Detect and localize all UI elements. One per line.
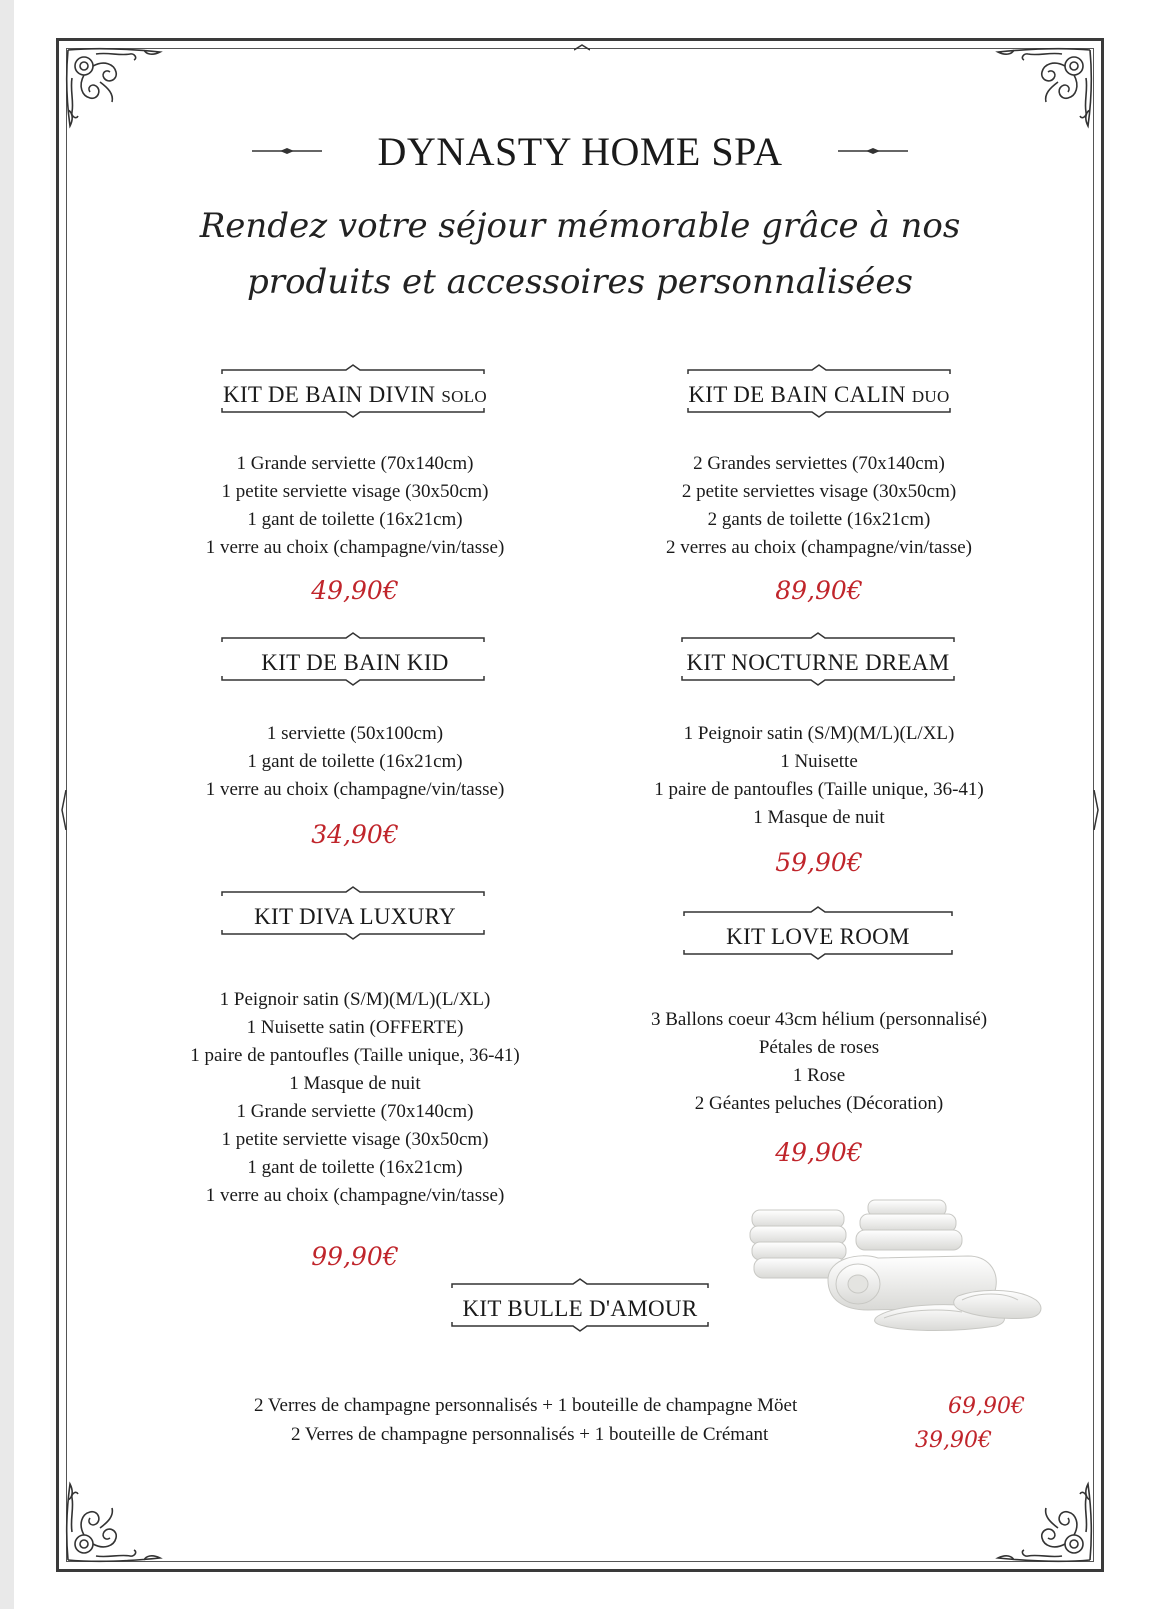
list-item: 1 gant de toilette (16x21cm) — [247, 509, 463, 530]
kit-kid-price: 34,90€ — [311, 820, 399, 849]
kit-calin-price: 89,90€ — [775, 576, 863, 605]
kit-calin-title — [654, 382, 984, 408]
kit-divin-name: KIT DE BAIN DIVIN — [223, 382, 436, 407]
list-item: 3 Ballons coeur 43cm hélium (personnalisé) — [650, 1009, 988, 1030]
kit-kid-items — [120, 720, 590, 804]
ornament-bottom-icon — [686, 406, 952, 420]
list-item: 1 Grande serviette (70x140cm) — [236, 453, 474, 474]
corner-flourish-icon — [60, 42, 170, 132]
kit-divin-price: 49,90€ — [311, 576, 399, 605]
title-dash-right-icon — [838, 147, 908, 155]
list-item: 1 Rose — [792, 1065, 846, 1086]
list-item: 1 gant de toilette (16x21cm) — [247, 1157, 463, 1178]
bulle-option-1-price: 69,90€ — [948, 1394, 1025, 1419]
list-item: 1 Nuisette satin (OFFERTE) — [246, 1017, 464, 1038]
kit-kid-title: KIT DE BAIN KID — [261, 650, 449, 675]
kit-diva-title: KIT DIVA LUXURY — [254, 904, 456, 929]
list-item: 1 petite serviette visage (30x50cm) — [221, 1129, 489, 1150]
list-item: 1 verre au choix (champagne/vin/tasse) — [205, 1185, 505, 1206]
subtitle-line-2: produits et accessoires personnalisées — [247, 262, 913, 302]
kit-love-title: KIT LOVE ROOM — [726, 924, 910, 949]
kit-calin-name: KIT DE BAIN CALIN — [688, 382, 906, 407]
list-item: 1 petite serviette visage (30x50cm) — [221, 481, 489, 502]
list-item: 1 Peignoir satin (S/M)(M/L)(L/XL) — [219, 989, 491, 1010]
kit-bulle-title: KIT BULLE D'AMOUR — [462, 1296, 698, 1321]
list-item: 2 verres au choix (champagne/vin/tasse) — [666, 537, 972, 558]
list-item: 2 gants de toilette (16x21cm) — [707, 509, 931, 530]
kit-nocturne-items — [584, 720, 1054, 832]
bulle-option-2-price: 39,90€ — [915, 1428, 992, 1453]
list-item: 2 petite serviettes visage (30x50cm) — [681, 481, 957, 502]
ornament-bottom-icon — [220, 406, 486, 420]
page-title: DYNASTY HOME SPA — [377, 129, 783, 174]
kit-diva-price: 99,90€ — [311, 1242, 399, 1271]
corner-flourish-icon — [988, 1478, 1098, 1568]
list-item: 1 verre au choix (champagne/vin/tasse) — [205, 537, 505, 558]
ornament-bottom-icon — [682, 948, 954, 962]
list-item: Pétales de roses — [758, 1037, 880, 1058]
list-item: 1 Nuisette — [780, 751, 858, 772]
list-item: 1 serviette (50x100cm) — [266, 723, 444, 744]
list-item: 1 paire de pantoufles (Taille unique, 36-41) — [190, 1045, 520, 1066]
list-item: 2 Grandes serviettes (70x140cm) — [693, 453, 945, 474]
ornament-bottom-icon — [220, 674, 486, 688]
ornament-bottom-icon — [220, 928, 486, 942]
kit-diva-items — [120, 986, 590, 1210]
ornament-top-icon — [686, 362, 952, 376]
corner-flourish-icon — [60, 1478, 170, 1568]
list-item: 1 Peignoir satin (S/M)(M/L)(L/XL) — [683, 723, 955, 744]
kit-love-items — [584, 1006, 1054, 1118]
ornament-top-icon — [220, 630, 486, 644]
bulle-option-2-text: 2 Verres de champagne personnalisés + 1 bouteille de Crémant — [291, 1424, 769, 1445]
kit-nocturne-price: 59,90€ — [775, 848, 863, 877]
frame-side-mark-icon — [60, 790, 68, 830]
kit-love-price: 49,90€ — [775, 1138, 863, 1167]
kit-divin-suffix: SOLO — [441, 387, 487, 406]
list-item: 1 paire de pantoufles (Taille unique, 36-41) — [654, 779, 984, 800]
frame-side-mark-icon — [1092, 790, 1100, 830]
ornament-top-icon — [220, 362, 486, 376]
list-item: 1 Grande serviette (70x140cm) — [236, 1101, 474, 1122]
kit-nocturne-title: KIT NOCTURNE DREAM — [686, 650, 950, 675]
ornament-bottom-icon — [680, 674, 956, 688]
list-item: 1 gant de toilette (16x21cm) — [247, 751, 463, 772]
towels-slippers-image — [748, 1196, 1048, 1334]
ornament-top-icon — [450, 1276, 710, 1290]
list-item: 1 Masque de nuit — [289, 1073, 421, 1094]
ornament-top-icon — [682, 904, 954, 918]
frame-notch-icon — [574, 44, 590, 52]
kit-calin-suffix: DUO — [911, 387, 950, 406]
kit-divin-title — [190, 382, 520, 408]
ornament-top-icon — [220, 884, 486, 898]
ornament-top-icon — [680, 630, 956, 644]
list-item: 2 Géantes peluches (Décoration) — [694, 1093, 944, 1114]
list-item: 1 verre au choix (champagne/vin/tasse) — [205, 779, 505, 800]
page-margin — [0, 0, 14, 1609]
ornament-bottom-icon — [450, 1320, 710, 1334]
kit-divin-items — [120, 450, 590, 562]
list-item: 1 Masque de nuit — [753, 807, 885, 828]
bulle-option-1-text: 2 Verres de champagne personnalisés + 1 bouteille de champagne Möet — [254, 1395, 798, 1416]
kit-calin-items — [584, 450, 1054, 562]
corner-flourish-icon — [988, 42, 1098, 132]
page-subtitle — [180, 198, 980, 310]
subtitle-line-1: Rendez votre séjour mémorable grâce à nos — [199, 206, 961, 246]
